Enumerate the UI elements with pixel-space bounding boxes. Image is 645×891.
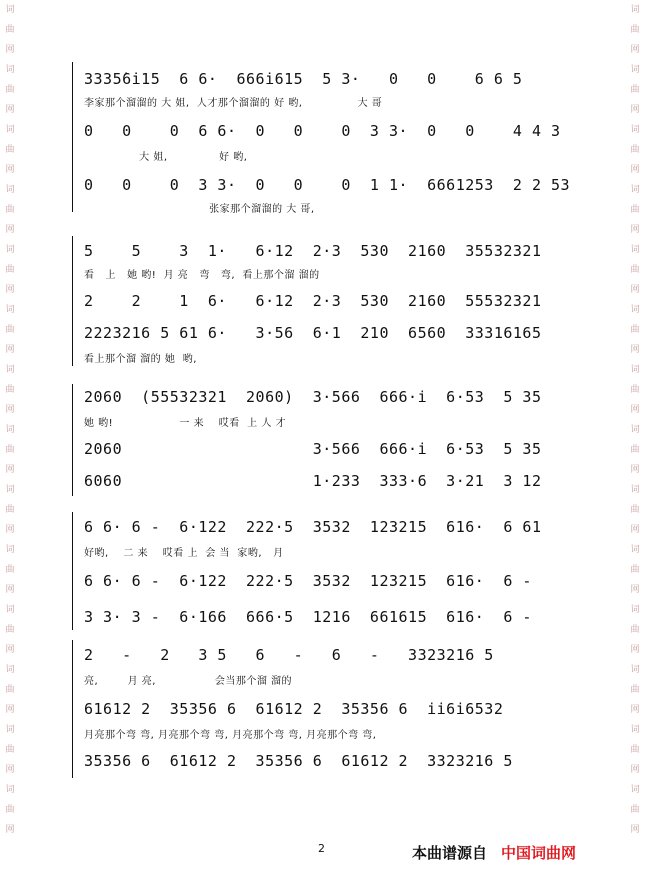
staff-2-2: 2 2 1 6· 6·12 2·3 530 2160 55532321 (84, 292, 542, 310)
lyric-1-1: 李家那个溜溜的 大 姐, 人才那个溜溜的 好 哟, 大 哥 (84, 98, 383, 109)
lyric-4-1: 好哟, 二 来 哎看 上 会 当 家哟, 月 (84, 548, 284, 559)
staff-4-1: 6 6· 6 - 6·122 222·5 3532 123215 616· 6 61 (84, 518, 542, 536)
staff-1-2: 0 0 0 6 6· 0 0 0 3 3· 0 0 4 4 3 (84, 122, 561, 140)
watermark-left: 词曲网 词曲网 词曲网 词曲网 词曲网 词曲网 词曲网 词曲网 词曲网 词曲网 词曲网 词曲网 词曲网 词曲网 (5, 5, 15, 835)
page-number: 2 (318, 842, 325, 855)
lyric-1-3: 张家那个溜溜的 大 哥, (84, 204, 315, 215)
staff-1-3: 0 0 0 3 3· 0 0 0 1 1· 6661253 2 2 53 (84, 176, 571, 194)
lyric-3-1: 她 哟! 一 来 哎看 上 人 才 (84, 418, 287, 429)
footer-source (412, 842, 576, 863)
score-system-5 (72, 640, 572, 778)
lyric-2-3: 看上那个溜 溜的 她 哟, (84, 354, 197, 365)
score-system-1 (72, 62, 572, 215)
score-system-4 (72, 512, 572, 630)
score-system-3 (72, 384, 572, 496)
watermark-right: 词曲网 词曲网 词曲网 词曲网 词曲网 词曲网 词曲网 词曲网 词曲网 词曲网 词曲网 词曲网 词曲网 词曲网 (630, 5, 640, 835)
score-system-2 (72, 236, 572, 366)
staff-3-3: 6060 1·233 333·6 3·21 3 12 (84, 472, 542, 490)
lyric-5-2: 月亮那个弯 弯, 月亮那个弯 弯, 月亮那个弯 弯, 月亮那个弯 弯, (84, 730, 377, 741)
staff-3-2: 2060 3·566 666·i 6·53 5 35 (84, 440, 542, 458)
staff-2-1: 5 5 3 1· 6·12 2·3 530 2160 35532321 (84, 242, 542, 260)
staff-3-1: 2060 (55532321 2060) 3·566 666·i 6·53 5 35 (84, 388, 542, 406)
lyric-1-2: 大 姐, 好 哟, (84, 152, 248, 163)
staff-5-1: 2 - 2 3 5 6 - 6 - 3323216 5 (84, 646, 494, 664)
footer-source-label: 本曲谱源自 (412, 844, 488, 862)
staff-2-3: 2223216 5 61 6· 3·56 6·1 210 6560 33316165 (84, 324, 542, 342)
staff-5-3: 35356 6 61612 2 35356 6 61612 2 3323216 5 (84, 752, 513, 770)
staff-4-2: 6 6· 6 - 6·122 222·5 3532 123215 616· 6 - (84, 572, 532, 590)
footer-site-link[interactable]: 中国词曲网 (501, 844, 577, 862)
lyric-2-1: 看 上 她 哟! 月 亮 弯 弯, 看上那个溜 溜的 (84, 270, 320, 281)
staff-1-1: 3335̇6i̇15 6 6· 666i̇615 5 3· 0 0 6 6 5 (84, 70, 523, 88)
lyric-5-1: 亮, 月 亮, 会当那个溜 溜的 (84, 676, 293, 687)
staff-4-3: 3 3· 3 - 6·166 666·5 1216 661615 616· 6 - (84, 608, 532, 626)
staff-5-2: 61612 2 35356 6 61612 2 35356 6 ii6i6532 (84, 700, 504, 718)
